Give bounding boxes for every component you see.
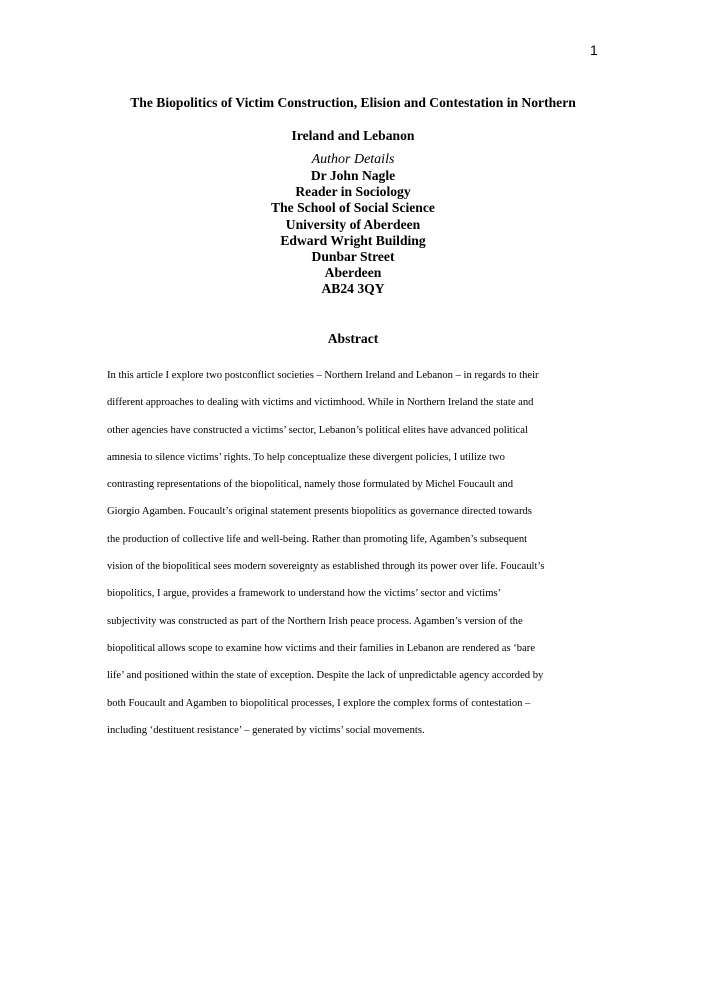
abstract-line: In this article I explore two postconflict societies – Northern Ireland and Lebanon – in regards to their	[107, 370, 539, 381]
abstract-line: vision of the biopolitical sees modern sovereignty as established through its power over life. Foucault’s	[107, 561, 545, 573]
abstract-line: amnesia to silence victims’ rights. To help conceptualize these divergent policies, I utilize two	[107, 451, 505, 463]
paper-title	[107, 86, 599, 152]
abstract-line: subjectivity was constructed as part of the Northern Irish peace process. Agamben’s version of the	[107, 615, 523, 627]
paper-title-line: The Biopolitics of Victim Construction, Elision and Contestation in Northern	[130, 95, 576, 110]
author-name: Dr John Nagle	[310, 168, 396, 183]
author-street: Dunbar Street	[311, 249, 395, 265]
author-postcode: AB24 3QY	[321, 281, 385, 297]
abstract-line: both Foucault and Agamben to biopolitical processes, I explore the complex forms of contestation –	[107, 697, 531, 709]
author-building: Edward Wright Building	[280, 232, 426, 248]
abstract-line: biopolitics, I argue, provides a framework to understand how the victims’ sector and victims’	[107, 588, 502, 600]
abstract-heading: Abstract	[327, 331, 379, 346]
abstract-line: other agencies have constructed a victims’ sector, Lebanon’s political elites have advanced political	[107, 424, 528, 436]
abstract-line: biopolitical allows scope to examine how victims and their families in Lebanon are rendered as ‘bare	[107, 642, 536, 654]
author-position: Reader in Sociology	[295, 184, 411, 200]
abstract-line: contrasting representations of the biopolitical, namely those formulated by Michel Foucault and	[107, 479, 513, 491]
paper-title-line: Ireland and Lebanon	[291, 128, 415, 143]
abstract-line: the production of collective life and well-being. Rather than promoting life, Agamben’s subsequent	[107, 533, 528, 545]
author-city: Aberdeen	[324, 265, 382, 281]
author-details	[107, 152, 599, 298]
author-university: University of Aberdeen	[285, 216, 421, 232]
abstract-line: Giorgio Agamben. Foucault’s original statement presents biopolitics as governance directed towards	[107, 506, 532, 518]
page-number: 1	[590, 42, 598, 58]
author-school: The School of Social Science	[271, 200, 435, 216]
abstract-line: different approaches to dealing with victims and victimhood. While in Northern Ireland the state and	[107, 397, 534, 409]
abstract-line: life’ and positioned within the state of exception. Despite the lack of unpredictable agency accorded by	[107, 670, 544, 682]
abstract-body	[107, 362, 599, 744]
author-details-heading: Author Details	[311, 152, 395, 167]
abstract-line: including ‘destituent resistance’ – generated by victims’ social movements.	[107, 724, 425, 736]
